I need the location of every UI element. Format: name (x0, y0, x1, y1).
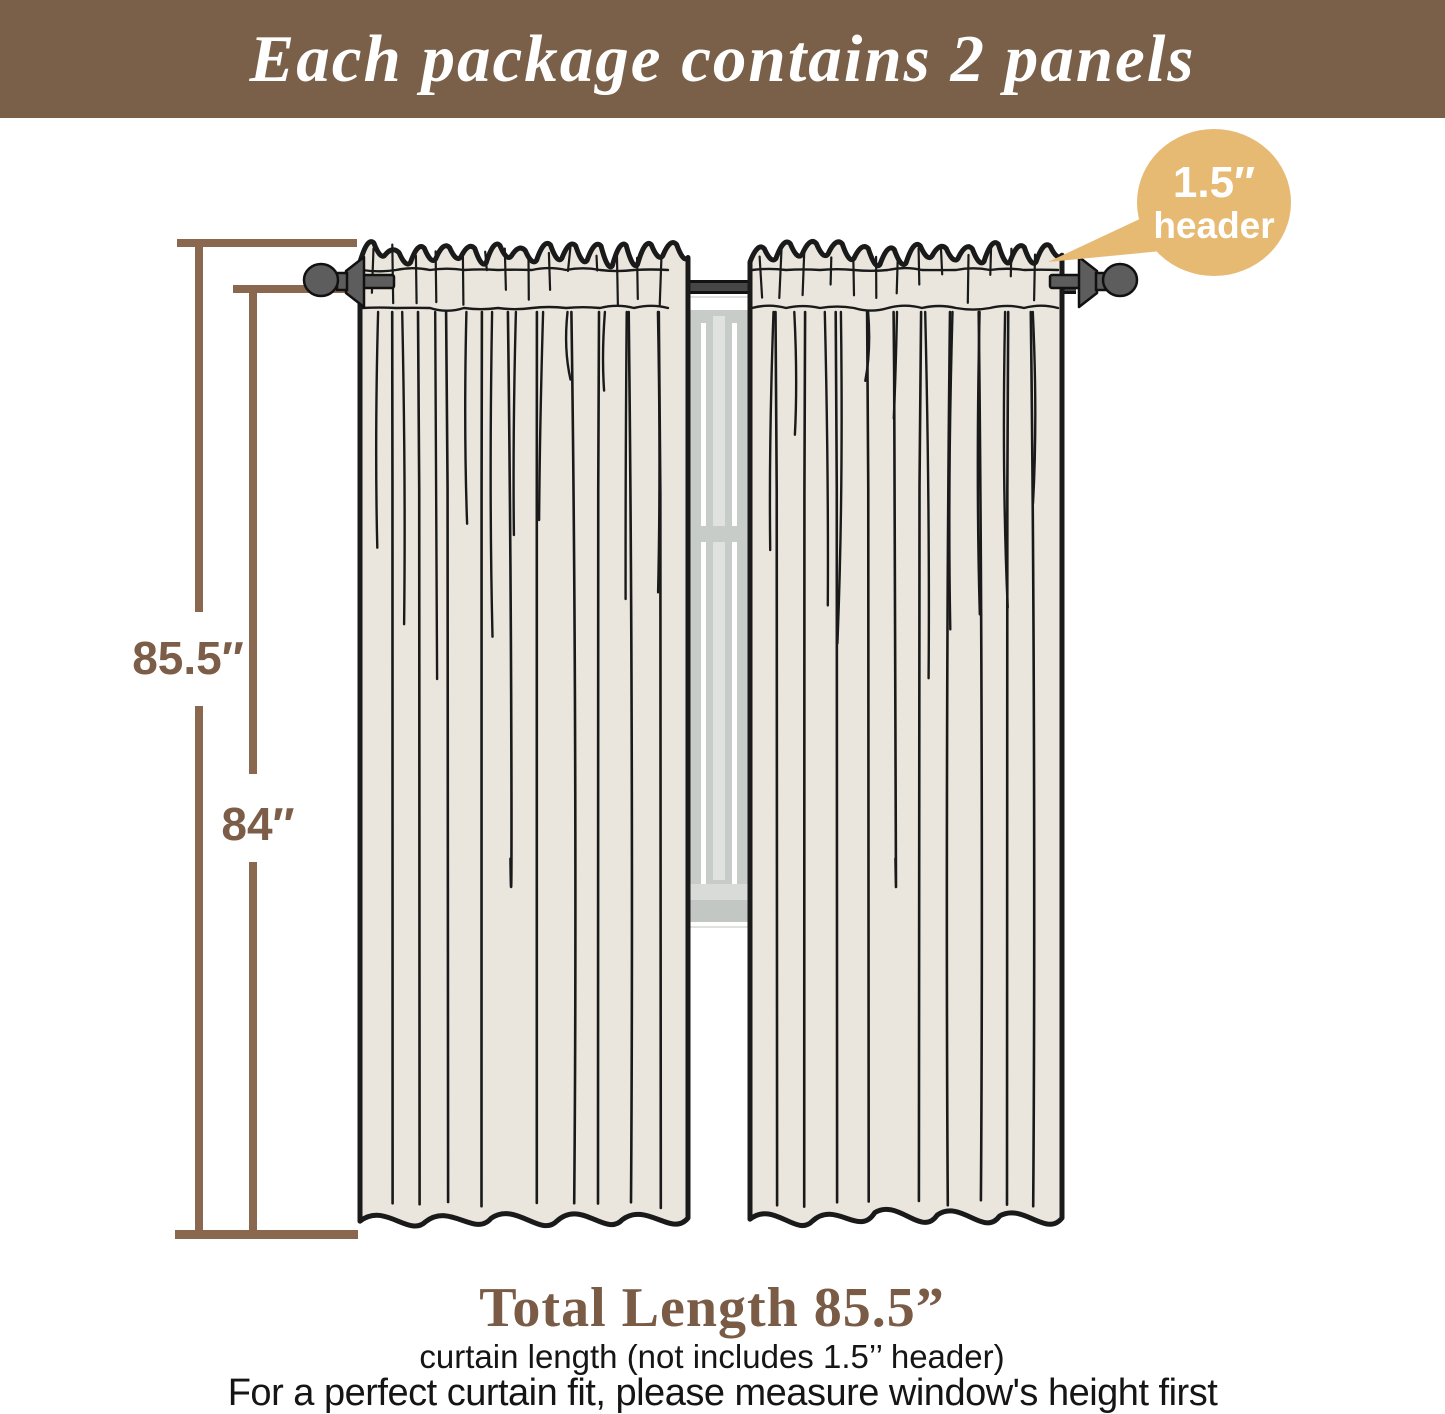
header-size-callout (1137, 129, 1291, 276)
curtain-panel-right (746, 230, 1066, 1244)
banner (0, 0, 1445, 118)
measure-line-inner-lower (249, 862, 257, 1236)
measure-label-curtain: 84″ (221, 798, 295, 850)
measure-tick-bottom (175, 1230, 358, 1239)
fit-instruction: For a perfect curtain fit, please measure window's height first (227, 1372, 1218, 1414)
callout-label: header (1153, 204, 1275, 246)
measure-line-inner-upper (249, 285, 257, 774)
curtain-length-note: curtain length (not includes 1.5’’ header) (419, 1338, 1005, 1375)
measure-line-outer-upper (195, 239, 203, 612)
curtain-panel-left (356, 230, 692, 1244)
measure-tick-top-outer (177, 239, 357, 247)
banner-title: Each package contains 2 panels (249, 21, 1196, 96)
measure-label-total: 85.5″ (132, 632, 244, 684)
rod-finial-left-icon (298, 252, 398, 312)
total-length-title: Total Length 85.5” (479, 1277, 945, 1339)
measure-line-outer-lower (195, 706, 203, 1236)
callout-value: 1.5″ (1172, 157, 1256, 207)
window-mullion (706, 310, 732, 886)
